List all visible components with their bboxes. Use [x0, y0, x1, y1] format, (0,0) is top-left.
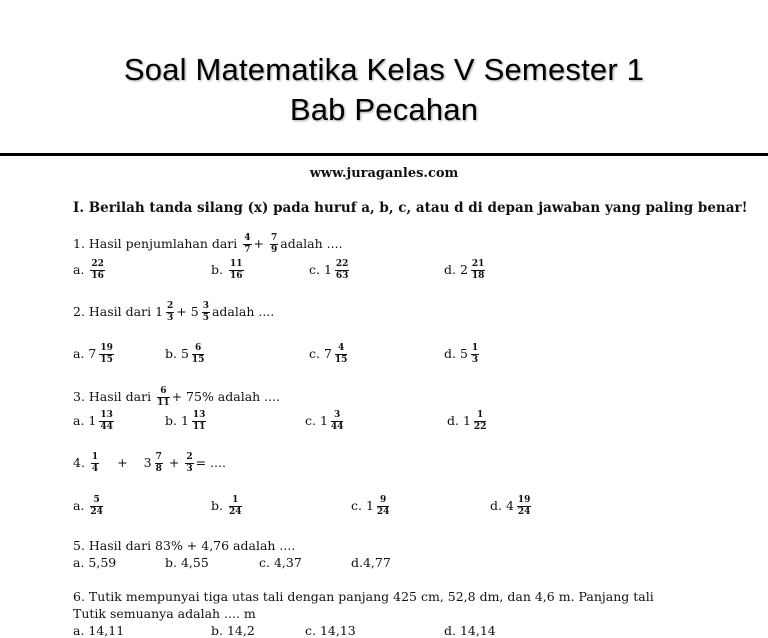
q5-option-b[interactable]: b. 4,55 — [165, 555, 209, 570]
question-3: 3. Hasil dari $\frac{6}{11}$ + 75% adalah .... — [73, 386, 281, 408]
q3-option-a[interactable]: a. 1 $\frac{13}{44}$ — [73, 410, 113, 432]
website-url: www.juraganles.com — [309, 166, 459, 181]
q3-option-b[interactable]: b. 1 $\frac{13}{11}$ — [165, 410, 206, 432]
question-1: 1. Hasil penjumlahan dari $\frac{4}{7}$ + $\frac{7}{9}$ adalah .... — [73, 233, 343, 255]
question-6-line2: Tutik semuanya adalah .... m — [73, 606, 256, 621]
fraction: $\frac{7}{9}$ — [271, 233, 278, 255]
question-4: 4. $\frac{1}{4}$ + 3 $\frac{7}{8}$ + $\frac{2}{3}$ = .... — [73, 452, 226, 474]
q2-option-c[interactable]: c. 7 $\frac{4}{15}$ — [309, 343, 348, 365]
q6-option-c[interactable]: c. 14,13 — [305, 623, 356, 638]
q6-option-a[interactable]: a. 14,11 — [73, 623, 125, 638]
q5-option-d[interactable]: d.4,77 — [351, 555, 391, 570]
q2-option-d[interactable]: d. 5 $\frac{1}{3}$ — [444, 343, 479, 365]
question-5: 5. Hasil dari 83% + 4,76 adalah .... — [73, 538, 296, 553]
instruction-text: I. Berilah tanda silang (x) pada huruf a, b, c, atau d di depan jawaban yang paling benar! — [73, 200, 748, 216]
question-2: 2. Hasil dari 1 $\frac{2}{3}$ + 5 $\frac{3}{5}$ adalah .... — [73, 301, 275, 323]
q3-option-d[interactable]: d. 1 $\frac{1}{22}$ — [447, 410, 487, 432]
q5-option-c[interactable]: c. 4,37 — [259, 555, 302, 570]
q1-option-b[interactable]: b. $\frac{11}{16}$ — [211, 259, 243, 281]
fraction: $\frac{4}{7}$ — [244, 233, 251, 255]
question-6-line1: 6. Tutik mempunyai tiga utas tali dengan panjang 425 cm, 52,8 dm, dan 4,6 m. Panjang tali — [73, 589, 654, 604]
q6-option-d[interactable]: d. 14,14 — [444, 623, 496, 638]
q4-option-d[interactable]: d. 4 $\frac{19}{24}$ — [490, 495, 531, 517]
header-divider — [0, 153, 768, 156]
q4-option-b[interactable]: b. $\frac{1}{24}$ — [211, 495, 242, 517]
q4-option-c[interactable]: c. 1 $\frac{9}{24}$ — [351, 495, 390, 517]
page-title-line2: Bab Pecahan — [289, 92, 479, 127]
q4-option-a[interactable]: a. $\frac{5}{24}$ — [73, 495, 103, 517]
page-title-line1: Soal Matematika Kelas V Semester 1 — [123, 52, 645, 87]
q5-option-a[interactable]: a. 5,59 — [73, 555, 117, 570]
q3-option-c[interactable]: c. 1 $\frac{3}{44}$ — [305, 410, 344, 432]
q2-option-a[interactable]: a. 7 $\frac{19}{15}$ — [73, 343, 113, 365]
q6-option-b[interactable]: b. 14,2 — [211, 623, 255, 638]
q1-option-d[interactable]: d. 2 $\frac{21}{18}$ — [444, 259, 485, 281]
q2-option-b[interactable]: b. 5 $\frac{6}{15}$ — [165, 343, 205, 365]
q1-option-a[interactable]: a. $\frac{22}{16}$ — [73, 259, 104, 281]
q1-option-c[interactable]: c. 1 $\frac{22}{63}$ — [309, 259, 349, 281]
